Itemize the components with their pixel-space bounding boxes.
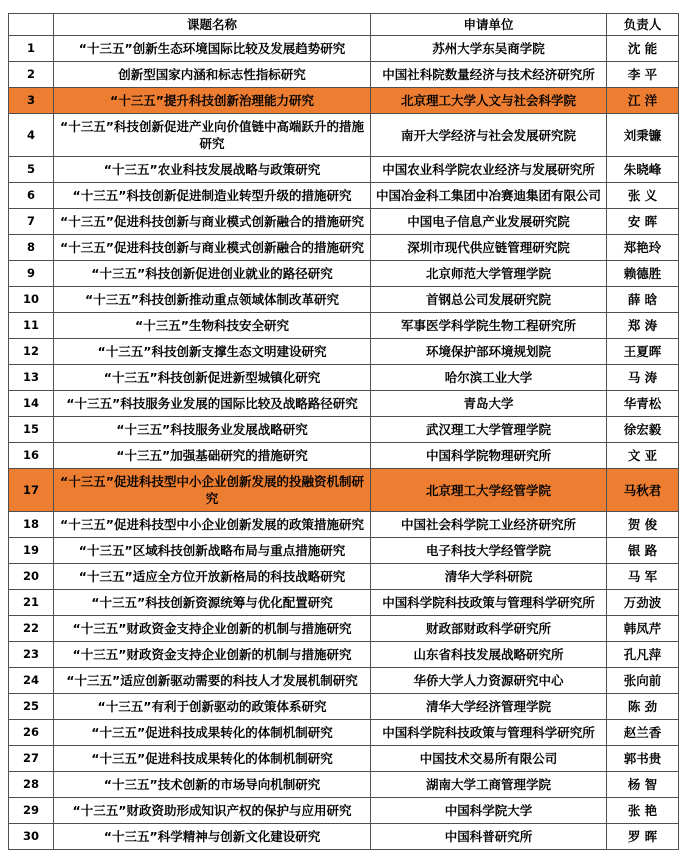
row-leader-cell: 张向前 (607, 668, 679, 694)
row-title-cell: “十三五”农业科技发展战略与政策研究 (54, 157, 371, 183)
row-number-cell: 27 (9, 746, 54, 772)
row-number-cell: 17 (9, 469, 54, 512)
row-title-cell: “十三五”科技创新支撑生态文明建设研究 (54, 339, 371, 365)
row-org-cell: 北京师范大学管理学院 (371, 261, 607, 287)
table-row (9, 746, 679, 772)
table-row (9, 720, 679, 746)
row-title-cell: “十三五”加强基础研究的措施研究 (54, 443, 371, 469)
row-number-cell: 11 (9, 313, 54, 339)
row-title-cell: “十三五”提升科技创新治理能力研究 (54, 88, 371, 114)
table-row (9, 391, 679, 417)
row-number-cell: 21 (9, 590, 54, 616)
row-title-cell: “十三五”技术创新的市场导向机制研究 (54, 772, 371, 798)
row-title-cell: “十三五”科学精神与创新文化建设研究 (54, 824, 371, 850)
header-row (9, 14, 679, 36)
row-leader-cell: 李 平 (607, 62, 679, 88)
row-leader-cell: 杨 智 (607, 772, 679, 798)
row-org-cell: 武汉理工大学管理学院 (371, 417, 607, 443)
row-title-cell: “十三五”科技创新促进新型城镇化研究 (54, 365, 371, 391)
table-row (9, 668, 679, 694)
row-leader-cell: 马 军 (607, 564, 679, 590)
row-number-cell: 1 (9, 36, 54, 62)
header-org: 申请单位 (371, 14, 607, 36)
row-leader-cell: 马 涛 (607, 365, 679, 391)
row-org-cell: 哈尔滨工业大学 (371, 365, 607, 391)
row-leader-cell: 韩凤芹 (607, 616, 679, 642)
row-title-cell: “十三五”有利于创新驱动的政策体系研究 (54, 694, 371, 720)
row-org-cell: 环境保护部环境规划院 (371, 339, 607, 365)
row-leader-cell: 银 路 (607, 538, 679, 564)
table-row (9, 824, 679, 850)
row-leader-cell: 赵兰香 (607, 720, 679, 746)
row-org-cell: 中国社科院数量经济与技术经济研究所 (371, 62, 607, 88)
row-number-cell: 22 (9, 616, 54, 642)
row-leader-cell: 朱晓峰 (607, 157, 679, 183)
row-title-cell: “十三五”科技创新促进制造业转型升级的措施研究 (54, 183, 371, 209)
row-leader-cell: 郭书贵 (607, 746, 679, 772)
row-org-cell: 中国科学院科技政策与管理科学研究所 (371, 590, 607, 616)
row-leader-cell: 马秋君 (607, 469, 679, 512)
table-row (9, 88, 679, 114)
row-number-cell: 28 (9, 772, 54, 798)
row-org-cell: 中国科普研究所 (371, 824, 607, 850)
row-title-cell: “十三五”科技创新促进产业向价值链中高端跃升的措施研究 (54, 114, 371, 157)
row-leader-cell: 贺 俊 (607, 512, 679, 538)
row-org-cell: 北京理工大学经管学院 (371, 469, 607, 512)
table-row (9, 694, 679, 720)
table-row (9, 469, 679, 512)
row-title-cell: “十三五”促进科技型中小企业创新发展的政策措施研究 (54, 512, 371, 538)
row-leader-cell: 江 洋 (607, 88, 679, 114)
row-title-cell: “十三五”科技创新促进创业就业的路径研究 (54, 261, 371, 287)
row-title-cell: “十三五”科技创新推动重点领域体制改革研究 (54, 287, 371, 313)
table-row (9, 616, 679, 642)
row-leader-cell: 陈 劲 (607, 694, 679, 720)
row-leader-cell: 薛 晗 (607, 287, 679, 313)
row-title-cell: “十三五”促进科技型中小企业创新发展的投融资机制研究 (54, 469, 371, 512)
table-row (9, 339, 679, 365)
row-org-cell: 中国科学院科技政策与管理科学研究所 (371, 720, 607, 746)
row-leader-cell: 罗 晖 (607, 824, 679, 850)
table-row (9, 313, 679, 339)
row-org-cell: 军事医学科学院生物工程研究所 (371, 313, 607, 339)
row-org-cell: 中国农业科学院农业经济与发展研究所 (371, 157, 607, 183)
row-org-cell: 清华大学经济管理学院 (371, 694, 607, 720)
row-leader-cell: 刘秉镰 (607, 114, 679, 157)
header-leader: 负责人 (607, 14, 679, 36)
row-leader-cell: 郑 涛 (607, 313, 679, 339)
row-org-cell: 电子科技大学经管学院 (371, 538, 607, 564)
table-row (9, 36, 679, 62)
row-leader-cell: 文 亚 (607, 443, 679, 469)
header-index (9, 14, 54, 36)
row-title-cell: “十三五”科技服务业发展的国际比较及战略路径研究 (54, 391, 371, 417)
row-number-cell: 26 (9, 720, 54, 746)
row-leader-cell: 郑艳玲 (607, 235, 679, 261)
project-table (8, 13, 679, 850)
row-leader-cell: 沈 能 (607, 36, 679, 62)
row-org-cell: 苏州大学东吴商学院 (371, 36, 607, 62)
table-row (9, 62, 679, 88)
row-org-cell: 深圳市现代供应链管理研究院 (371, 235, 607, 261)
row-leader-cell: 张 艳 (607, 798, 679, 824)
row-title-cell: “十三五”科技创新资源统筹与优化配置研究 (54, 590, 371, 616)
row-number-cell: 23 (9, 642, 54, 668)
row-org-cell: 财政部财政科学研究所 (371, 616, 607, 642)
row-number-cell: 8 (9, 235, 54, 261)
row-number-cell: 18 (9, 512, 54, 538)
row-number-cell: 12 (9, 339, 54, 365)
table-row (9, 443, 679, 469)
row-org-cell: 中国技术交易所有限公司 (371, 746, 607, 772)
row-org-cell: 首钢总公司发展研究院 (371, 287, 607, 313)
table-row (9, 512, 679, 538)
row-number-cell: 4 (9, 114, 54, 157)
row-title-cell: “十三五”促进科技创新与商业模式创新融合的措施研究 (54, 209, 371, 235)
table-row (9, 365, 679, 391)
table-row (9, 564, 679, 590)
row-leader-cell: 张 义 (607, 183, 679, 209)
row-number-cell: 25 (9, 694, 54, 720)
table-row (9, 114, 679, 157)
row-org-cell: 青岛大学 (371, 391, 607, 417)
row-title-cell: “十三五”生物科技安全研究 (54, 313, 371, 339)
row-title-cell: 创新型国家内涵和标志性指标研究 (54, 62, 371, 88)
table-row (9, 417, 679, 443)
table-body (9, 36, 679, 850)
row-org-cell: 清华大学科研院 (371, 564, 607, 590)
header-title: 课题名称 (54, 14, 371, 36)
row-org-cell: 中国电子信息产业发展研究院 (371, 209, 607, 235)
row-org-cell: 中国科学院大学 (371, 798, 607, 824)
row-number-cell: 16 (9, 443, 54, 469)
row-title-cell: “十三五”促进科技创新与商业模式创新融合的措施研究 (54, 235, 371, 261)
table-row (9, 235, 679, 261)
table-row (9, 287, 679, 313)
row-number-cell: 15 (9, 417, 54, 443)
row-title-cell: “十三五”财政资助形成知识产权的保护与应用研究 (54, 798, 371, 824)
row-leader-cell: 孔凡萍 (607, 642, 679, 668)
row-leader-cell: 王夏晖 (607, 339, 679, 365)
table-row (9, 538, 679, 564)
row-org-cell: 中国冶金科工集团中冶赛迪集团有限公司 (371, 183, 607, 209)
row-title-cell: “十三五”促进科技成果转化的体制机制研究 (54, 746, 371, 772)
row-number-cell: 9 (9, 261, 54, 287)
table-row (9, 183, 679, 209)
row-title-cell: “十三五”适应全方位开放新格局的科技战略研究 (54, 564, 371, 590)
row-org-cell: 北京理工大学人文与社会科学院 (371, 88, 607, 114)
row-number-cell: 14 (9, 391, 54, 417)
row-org-cell: 南开大学经济与社会发展研究院 (371, 114, 607, 157)
row-title-cell: “十三五”适应创新驱动需要的科技人才发展机制研究 (54, 668, 371, 694)
row-leader-cell: 赖德胜 (607, 261, 679, 287)
row-number-cell: 3 (9, 88, 54, 114)
row-leader-cell: 万劲波 (607, 590, 679, 616)
row-number-cell: 29 (9, 798, 54, 824)
table-row (9, 261, 679, 287)
table-row (9, 772, 679, 798)
row-title-cell: “十三五”创新生态环境国际比较及发展趋势研究 (54, 36, 371, 62)
row-title-cell: “十三五”科技服务业发展战略研究 (54, 417, 371, 443)
row-org-cell: 山东省科技发展战略研究所 (371, 642, 607, 668)
row-number-cell: 6 (9, 183, 54, 209)
row-number-cell: 24 (9, 668, 54, 694)
row-title-cell: “十三五”区域科技创新战略布局与重点措施研究 (54, 538, 371, 564)
row-title-cell: “十三五”促进科技成果转化的体制机制研究 (54, 720, 371, 746)
row-number-cell: 2 (9, 62, 54, 88)
row-number-cell: 5 (9, 157, 54, 183)
table-row (9, 209, 679, 235)
row-org-cell: 中国科学院物理研究所 (371, 443, 607, 469)
table-row (9, 157, 679, 183)
row-number-cell: 13 (9, 365, 54, 391)
table-row (9, 798, 679, 824)
row-leader-cell: 华青松 (607, 391, 679, 417)
row-number-cell: 7 (9, 209, 54, 235)
row-title-cell: “十三五”财政资金支持企业创新的机制与措施研究 (54, 616, 371, 642)
row-number-cell: 20 (9, 564, 54, 590)
table-row (9, 590, 679, 616)
row-number-cell: 10 (9, 287, 54, 313)
row-leader-cell: 徐宏毅 (607, 417, 679, 443)
row-org-cell: 湖南大学工商管理学院 (371, 772, 607, 798)
row-org-cell: 中国社会科学院工业经济研究所 (371, 512, 607, 538)
row-title-cell: “十三五”财政资金支持企业创新的机制与措施研究 (54, 642, 371, 668)
row-leader-cell: 安 晖 (607, 209, 679, 235)
row-number-cell: 19 (9, 538, 54, 564)
row-org-cell: 华侨大学人力资源研究中心 (371, 668, 607, 694)
row-number-cell: 30 (9, 824, 54, 850)
table-row (9, 642, 679, 668)
